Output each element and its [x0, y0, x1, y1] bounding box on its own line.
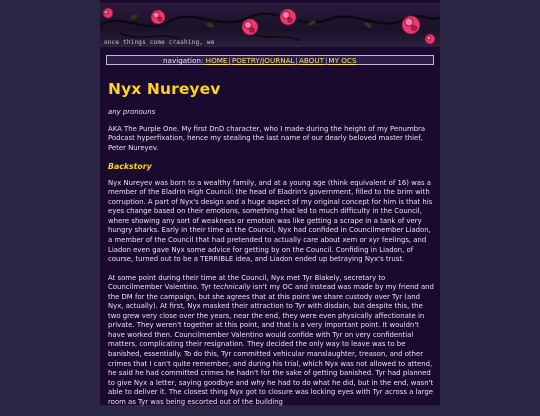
nav-label: navigation: — [163, 56, 204, 65]
nav-link-home[interactable]: HOME — [205, 56, 228, 65]
page-title: Nyx Nureyev — [108, 80, 221, 98]
rose-icon — [242, 19, 258, 35]
nav-separator: | — [228, 56, 231, 65]
banner-caption: once things come crashing, we — [104, 39, 215, 46]
nav-link-about[interactable]: ABOUT — [298, 56, 324, 65]
nav-separator: | — [324, 56, 328, 65]
rose-icon — [151, 10, 165, 24]
paragraph-text: isn't my OC and instead was made by my friend and the DM for the campaign, but she agrees that at this point we share custody over Tyr (and Nyx, actually). At first, Nyx masked their attraction to Tyr with disdain, but despite this, the two grew very close over the years, near the end, they were even physically affectionate in private. They weren't together at this point, and that is a very important point. It wouldn't have worked then. Councilmember Valentino would confide with Tyr on very confidential matters, complicating their resignation. They decided the only way to leave was to be banished, essentially. To do this, Tyr committed vehicular manslaughter, treason, and other crimes that I can't quite remember, and during his trial, which Nyx was not allowed to attend, he said he had committed crimes he hadn't for the sake of getting banished. Tyr had planned to give Nyx a letter, saying goodbye and why he had to do what he did, but in the end, wasn't able to deliver it. The closest thing Nyx got to closure was locking eyes with Tyr across a large room as Tyr was being escorted out of the building — [108, 283, 434, 406]
backstory-paragraph-1: Nyx Nureyev was born to a wealthy family, and at a young age (think equivalent of 16) was a member of the Eladrin High Council: the head of Eladrin's government, filled to the brim with corruption. A part of Nyx's design and a huge aspect of my original concept for him is that his eyes change based on their emotions, something that led to much difficulty in the Council, where showing any sort of weakness or emotion was like getting a scrape in a tank of very hungry sharks. Early in their time at the Council, Nyx had confided in Councilmember Liadon, a member of the Council that had pretended to actually care about xem or xyr feelings, and Liadon even gave Nyx some advice for getting by on the Council. Confiding in Liadon, of course, turned out to be a TERRIBLE idea, and Liadon ended up betraying Nyx's trust. — [108, 178, 433, 264]
rose-icon — [402, 16, 420, 34]
backstory-heading: Backstory — [108, 162, 152, 172]
pronouns-text: any pronouns — [108, 108, 156, 116]
rose-icon — [280, 9, 296, 25]
emphasis-text: technically — [213, 283, 251, 292]
header-banner — [100, 3, 440, 47]
rose-icon — [103, 8, 113, 18]
intro-paragraph: AKA The Purple One. My first DnD character, who I made during the height of my Penumbra Podcast hyperfixation, hence my stealing the last name of our dearly beloved master thief, Peter Nureyev. — [108, 124, 426, 152]
navigation-bar — [106, 55, 434, 65]
backstory-paragraph-2 — [108, 274, 434, 408]
paragraph-text: At some point during their time at the Council, Nyx met Tyr Blakely, secretary to Councilmember Valentino. Tyr — [108, 273, 386, 292]
nav-link-poetry-journal[interactable]: POETRY/JOURNAL — [231, 56, 295, 65]
page-container — [100, 0, 440, 405]
nav-link-my-ocs[interactable]: MY OCS — [328, 56, 357, 65]
main-content — [108, 108, 434, 416]
rose-icon — [425, 34, 435, 44]
nav-separator: | — [295, 56, 298, 65]
